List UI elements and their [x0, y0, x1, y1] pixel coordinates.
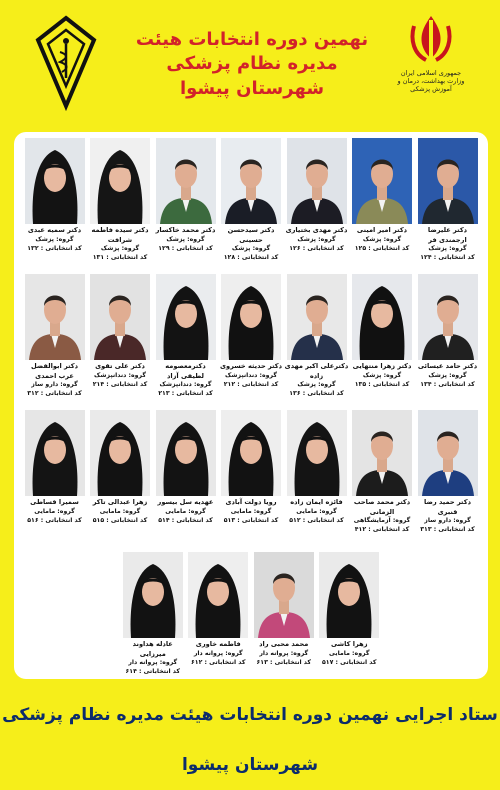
candidate-photo [352, 138, 412, 224]
candidate-code: کد انتخاباتی : ۶۱۴ [125, 668, 180, 676]
iran-emblem-icon [406, 12, 456, 64]
candidate-group: گروه: پزشک [231, 245, 271, 253]
candidate-card [287, 410, 347, 542]
candidate-photo [188, 552, 248, 638]
candidate-card [418, 410, 478, 542]
candidate-group: گروه: مامایی [296, 507, 337, 515]
candidate-photo [90, 138, 150, 224]
candidate-caption [416, 226, 480, 263]
candidate-card [156, 274, 216, 406]
candidate-caption [154, 498, 218, 526]
candidate-group: گروه: پروانه دار [193, 649, 243, 657]
candidate-code: کد انتخاباتی : ۱۲۹ [158, 244, 213, 252]
candidate-caption [121, 640, 185, 677]
candidate-photo [25, 410, 85, 496]
candidate-name: زهرا عبدالی تاکر [92, 498, 148, 506]
candidate-group: گروه: دندانپزشک [159, 381, 212, 389]
candidate-code: کد انتخاباتی : ۵۱۷ [322, 658, 377, 666]
candidate-caption [23, 226, 87, 254]
candidate-code: کد انتخاباتی : ۱۳۱ [92, 254, 148, 262]
candidate-photo [156, 410, 216, 496]
candidate-group: گروه: مامایی [165, 507, 206, 515]
candidate-name: دکتر علیرضا ارجمندی فر [427, 226, 468, 244]
candidate-group: گروه: آزمایشگاهی [353, 517, 411, 525]
candidate-name: دکتر علی تقوی [95, 362, 145, 370]
candidate-caption [88, 498, 152, 526]
candidate-code: کد انتخاباتی : ۱۲۵ [354, 244, 410, 252]
candidate-code: کد انتخاباتی : ۵۱۶ [27, 516, 82, 524]
candidate-card [284, 274, 349, 406]
title-line-1: نهمین دوره انتخابات هیئت مدیره نظام پزشکی [135, 29, 369, 75]
candidate-group: گروه: پروانه دار [128, 659, 178, 667]
candidate-photo [287, 138, 347, 224]
candidate-name: دکتر سمیه عبدی [27, 226, 82, 234]
candidate-card [352, 410, 412, 542]
candidate-photo [254, 552, 314, 638]
candidate-card [188, 552, 248, 684]
candidate-group: گروه: پزشک [297, 381, 336, 389]
candidate-name: دکترمعصومه لطیفی آزاد [165, 362, 206, 380]
candidate-name: محمد محبی راد [259, 640, 309, 648]
candidate-group: گروه: مامایی [329, 649, 370, 657]
candidate-card [221, 138, 281, 270]
candidate-code: کد انتخاباتی : ۲۱۴ [92, 380, 148, 388]
candidate-code: کد انتخاباتی : ۳۱۲ [27, 390, 82, 398]
candidate-photo [287, 274, 347, 360]
candidate-code: کد انتخاباتی : ۱۲۴ [420, 254, 475, 262]
candidate-group: گروه: پزشک [428, 371, 467, 379]
candidate-group: گروه: پزشک [35, 235, 74, 243]
candidate-name: دکتر محمد صاحب الزمانی [353, 498, 411, 516]
candidate-card [221, 410, 281, 542]
candidate-photo [352, 410, 412, 496]
candidate-group: گروه: دارو ساز [424, 517, 471, 525]
header [0, 0, 500, 128]
candidate-code: کد انتخاباتی : ۱۳۲ [27, 244, 82, 252]
candidate-name: دکتر محمد خاکسار [155, 226, 216, 234]
candidate-photo [123, 552, 183, 638]
page-title [112, 28, 392, 101]
candidate-caption [416, 362, 480, 390]
candidate-photo [418, 410, 478, 496]
candidate-caption [285, 362, 349, 399]
candidate-caption [350, 226, 414, 254]
candidate-name: دکتر مهدی بختیاری [285, 226, 348, 234]
candidate-name: رویا دولت آبادی [225, 498, 277, 506]
candidate-name: دکتر سیده فاطمه شرافت [91, 226, 149, 244]
candidate-caption [285, 498, 349, 526]
candidate-card [221, 274, 281, 406]
candidate-name: فاطمه خاوری [195, 640, 241, 648]
candidate-card [123, 552, 183, 684]
candidate-group: گروه: مامایی [34, 507, 75, 515]
candidate-code: کد انتخاباتی : ۵۱۴ [158, 516, 213, 524]
candidate-code: کد انتخاباتی : ۵۱۲ [289, 516, 344, 524]
candidate-card [156, 138, 216, 270]
candidate-caption [23, 362, 87, 399]
candidate-group: گروه: مامایی [230, 507, 272, 515]
candidate-name: عهدیه سل بیسور [157, 498, 214, 506]
candidate-name: دکتر حامد عیسائی [417, 362, 478, 370]
candidate-caption [154, 362, 218, 399]
candidate-photo [418, 274, 478, 360]
candidate-group: گروه: پروانه دار [259, 649, 309, 657]
candidate-caption [23, 498, 87, 526]
candidate-photo [90, 274, 150, 360]
candidate-code: کد انتخاباتی : ۱۲۸ [223, 254, 279, 262]
candidate-group: گروه: پزشک [297, 235, 336, 243]
candidate-card [352, 138, 412, 270]
candidate-caption [219, 226, 283, 263]
candidate-photo [90, 410, 150, 496]
candidate-name: دکتر زهرا منتهایی [352, 362, 412, 370]
candidate-caption [285, 226, 349, 254]
candidate-card [25, 138, 85, 270]
candidate-name: سمیرا قساطی [30, 498, 79, 506]
candidate-group: گروه: دندانپزشک [225, 371, 277, 379]
candidate-caption [219, 498, 283, 526]
candidate-photo [319, 552, 379, 638]
candidate-code: کد انتخاباتی : ۶۱۳ [256, 658, 311, 666]
candidate-photo [25, 138, 85, 224]
candidate-code: کد انتخاباتی : ۶۱۲ [191, 658, 246, 666]
title-line-2: شهرستان پیشوا [179, 77, 325, 99]
candidate-card [418, 138, 478, 270]
candidate-card [418, 274, 478, 406]
candidate-card [352, 274, 412, 406]
candidate-code: کد انتخاباتی : ۵۱۳ [223, 516, 279, 524]
candidate-photo [418, 138, 478, 224]
candidate-group: گروه: پزشک [100, 245, 140, 253]
candidate-card [319, 552, 379, 684]
candidate-caption [252, 640, 316, 668]
candidate-name: دکترعلی اکبر مهدی زاده [284, 362, 349, 380]
candidate-code: کد انتخاباتی : ۴۱۲ [354, 526, 410, 534]
candidate-caption [350, 362, 414, 390]
candidate-group: گروه: پزشک [362, 371, 402, 379]
candidate-caption [154, 226, 218, 254]
candidate-code: کد انتخاباتی : ۲۱۲ [223, 380, 279, 388]
candidate-photo [25, 274, 85, 360]
candidate-card [90, 274, 150, 406]
candidate-name: عادله هداوند میرزایی [132, 640, 173, 658]
ministry-caption: جمهوری اسلامی ایران وزارت بهداشت، درمان و آموزش پزشکی [397, 69, 465, 93]
candidate-photo [352, 274, 412, 360]
candidate-caption [317, 640, 381, 668]
candidate-group: گروه: دندانپزشک [94, 371, 146, 379]
candidate-group: گروه: پزشک [166, 235, 205, 243]
candidate-code: کد انتخاباتی : ۲۱۳ [158, 390, 213, 398]
candidate-caption [186, 640, 250, 668]
footer-banner: ستاد اجرایی نهمین دوره انتخابات هیئت مدیره نظام پزشکی شهرستان پیشوا [2, 705, 498, 775]
candidate-card [90, 138, 150, 270]
candidate-code: کد انتخاباتی : ۱۳۵ [354, 380, 410, 388]
candidate-caption [219, 362, 283, 390]
ministry-logo [388, 12, 474, 112]
candidate-code: کد انتخاباتی : ۳۱۳ [420, 526, 475, 534]
candidate-name: دکتر ابوالفضل عرب احمدی [30, 362, 79, 380]
candidate-code: کد انتخاباتی : ۱۳۴ [420, 380, 475, 388]
candidate-caption [88, 226, 152, 263]
candidate-name: دکتر حمید رضا قنبری [424, 498, 471, 516]
candidate-card [254, 552, 314, 684]
candidate-photo [287, 410, 347, 496]
candidate-photo [156, 138, 216, 224]
candidate-caption [88, 362, 152, 390]
candidate-group: گروه: پزشک [362, 235, 402, 243]
candidate-name: زهرا کاشی [331, 640, 368, 648]
candidate-photo [221, 138, 281, 224]
candidate-photo [221, 410, 281, 496]
candidate-group: گروه: پزشک [428, 245, 467, 253]
candidate-caption [350, 498, 414, 535]
candidates-board [14, 132, 488, 679]
candidate-card [90, 410, 150, 542]
candidate-photo [156, 274, 216, 360]
candidate-group: گروه: مامایی [99, 507, 141, 515]
candidate-name: دکتر سیدحسن حسینی [227, 226, 275, 244]
candidate-photo [221, 274, 281, 360]
candidate-card [25, 274, 85, 406]
medical-council-logo [30, 14, 102, 114]
candidate-code: کد انتخاباتی : ۵۱۵ [92, 516, 148, 524]
candidate-code: کد انتخاباتی : ۱۲۶ [289, 244, 344, 252]
candidate-card [25, 410, 85, 542]
candidate-name: فائزه ایمان زاده [290, 498, 343, 506]
candidate-name: دکتر امیر امینی [356, 226, 408, 234]
candidate-card [287, 138, 347, 270]
candidate-group: گروه: دارو ساز [31, 381, 78, 389]
candidate-name: دکتر حدیثه خسروی [219, 362, 283, 370]
candidate-caption [416, 498, 480, 535]
candidate-code: کد انتخاباتی : ۱۳۶ [289, 390, 344, 398]
candidate-card [156, 410, 216, 542]
